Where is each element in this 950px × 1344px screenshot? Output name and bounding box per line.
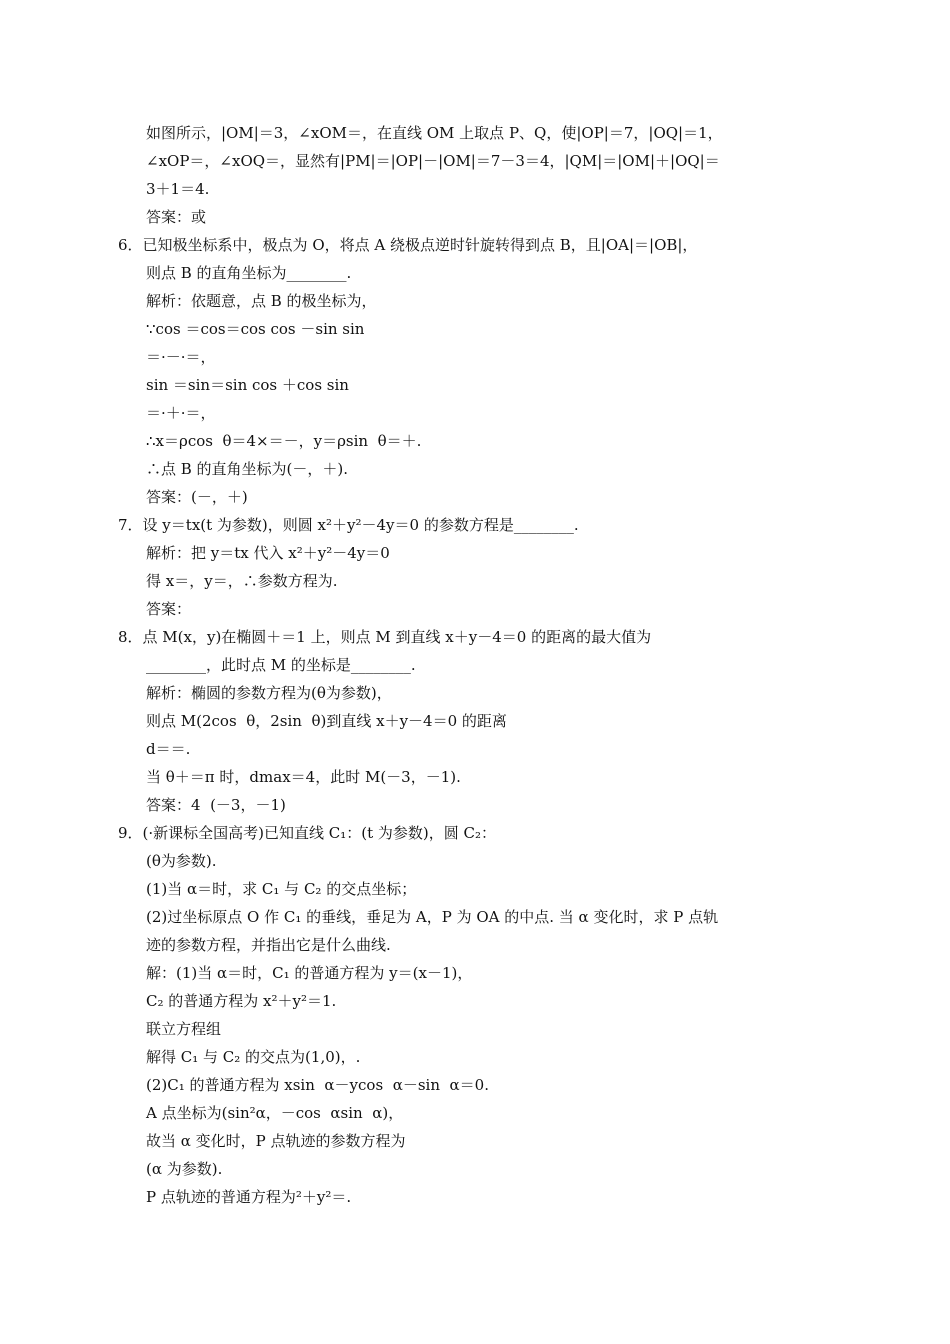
- text-line: (α 为参数).: [146, 1160, 223, 1178]
- text-line: 解析：把 y＝tx 代入 x²＋y²－4y＝0: [146, 544, 390, 562]
- text-line: ∠xOP＝，∠xOQ＝，显然有|PM|＝|OP|－|OM|＝7－3＝4，|QM|＝|OM|＋|OQ|＝: [146, 152, 720, 170]
- text-line: 则点 B 的直角坐标为________.: [146, 264, 352, 282]
- text-line: 解析：椭圆的参数方程为(θ为参数)，: [146, 684, 392, 702]
- text-line: 3＋1＝4.: [146, 180, 210, 198]
- text-line: ∴点 B 的直角坐标为(－，＋).: [146, 460, 349, 478]
- text-line: (1)当 α＝时，求 C₁ 与 C₂ 的交点坐标；: [146, 880, 417, 898]
- text-line: (2)过坐标原点 O 作 C₁ 的垂线，垂足为 A，P 为 OA 的中点. 当 α 变化时，求 P 点轨: [146, 908, 719, 926]
- text-line: C₂ 的普通方程为 x²＋y²＝1.: [146, 992, 337, 1010]
- text-line: 解：(1)当 α＝时，C₁ 的普通方程为 y＝(x－1)，: [146, 964, 473, 982]
- text-line: 联立方程组: [146, 1020, 222, 1038]
- text-line: 9．(·新课标全国高考)已知直线 C₁：(t 为参数)，圆 C₂：: [118, 824, 497, 842]
- text-line: 得 x＝，y＝，∴参数方程为.: [146, 572, 338, 590]
- text-line: ＝·－·＝，: [146, 348, 216, 366]
- text-line: 当 θ＋＝π 时，dmax＝4，此时 M(－3，－1).: [146, 768, 461, 786]
- text-line: 如图所示，|OM|＝3，∠xOM＝，在直线 OM 上取点 P、Q，使|OP|＝7，|OQ|＝1，: [146, 124, 723, 142]
- text-line: 故当 α 变化时，P 点轨迹的参数方程为: [146, 1132, 406, 1150]
- text-line: 答案：4 (－3，－1): [146, 796, 286, 814]
- text-line: 解析：依题意，点 B 的极坐标为，: [146, 292, 377, 310]
- text-line: (θ为参数).: [146, 852, 217, 870]
- text-line: 答案：(－，＋): [146, 488, 248, 506]
- text-line: A 点坐标为(sin²α，－cos αsin α)，: [146, 1104, 404, 1122]
- text-line: 7．设 y＝tx(t 为参数)，则圆 x²＋y²－4y＝0 的参数方程是________.: [118, 516, 579, 534]
- text-line: ∴x＝ρcos θ＝4×＝－，y＝ρsin θ＝＋.: [146, 432, 422, 450]
- text-line: d＝＝.: [146, 740, 191, 758]
- text-line: 迹的参数方程，并指出它是什么曲线.: [146, 936, 391, 954]
- text-line: (2)C₁ 的普通方程为 xsin α－ycos α－sin α＝0.: [146, 1076, 489, 1094]
- text-line: ∵cos ＝cos＝cos cos －sin sin: [146, 320, 365, 338]
- text-line: ＝·＋·＝，: [146, 404, 216, 422]
- text-line: 答案：或: [146, 208, 207, 226]
- text-line: 解得 C₁ 与 C₂ 的交点为(1,0)，.: [146, 1048, 361, 1066]
- text-line: 6．已知极坐标系中，极点为 O，将点 A 绕极点逆时针旋转得到点 B，且|OA|＝|OB|，: [118, 236, 698, 254]
- text-line: P 点轨迹的普通方程为²＋y²＝.: [146, 1188, 352, 1206]
- text-line: 则点 M(2cos θ，2sin θ)到直线 x＋y－4＝0 的距离: [146, 712, 507, 730]
- text-line: 8．点 M(x，y)在椭圆＋＝1 上，则点 M 到直线 x＋y－4＝0 的距离的最大值为: [118, 628, 652, 646]
- text-line: sin ＝sin＝sin cos ＋cos sin: [146, 376, 349, 394]
- text-line: 答案：: [146, 600, 192, 618]
- text-line: ________，此时点 M 的坐标是________.: [146, 656, 416, 674]
